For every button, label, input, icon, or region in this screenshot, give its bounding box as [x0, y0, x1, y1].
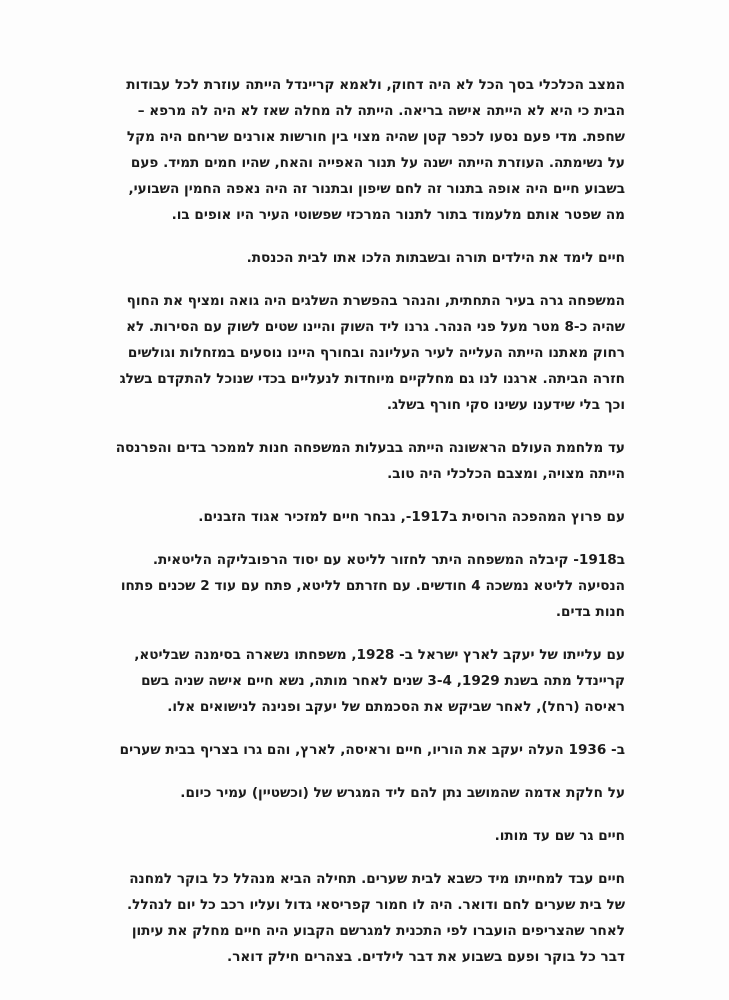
- text-line: הייתה מצויה, ומצבם הכלכלי היה טוב.: [387, 466, 625, 482]
- text-line: עם עלייתו של יעקב לארץ ישראל ב- 1928, משפחתו נשארה בסימנה שבליטא,: [134, 647, 625, 663]
- paragraph: [96, 823, 625, 849]
- paragraph: [96, 435, 625, 487]
- text-line: ב- 1936 העלה יעקב את הוריו, חיים וראיסה, לארץ, והם גרו בצריף בבית שערים: [119, 742, 625, 758]
- text-line: חזרה הביתה. ארגנו לנו גם מחלקיים מיוחדות לנעליים בכדי שנוכל להתקדם בשלג: [119, 371, 625, 387]
- text-line: שחפת. מדי פעם נסעו לכפר קטן שהיה מצוי בין חורשות אורנים שריחם היה מקל: [126, 129, 625, 145]
- text-line: על נשימתה. העוזרת הייתה ישנה על תנור האפייה והאח, שהיו חמים תמיד. פעם: [130, 155, 625, 171]
- paragraph: [96, 72, 625, 228]
- paragraph: [96, 866, 625, 970]
- text-line: ראיסה (רחל), לאחר שביקש את הסכמתם של יעקב ופנינה לנישואים אלו.: [167, 699, 625, 715]
- text-line: על חלקת אדמה שהמושב נתן להם ליד המגרש של (וכשטיין) עמיר כיום.: [180, 785, 625, 801]
- text-line: שהיה כ-8 מטר מעל פני הנהר. גרנו ליד השוק והיינו שטים לשוק עם הסירות. לא: [126, 319, 625, 335]
- text-line: רחוק מאתנו הייתה העלייה לעיר העליונה ובחורף היינו נוסעים במזחלות וגולשים: [127, 345, 625, 361]
- text-line: הנסיעה לליטא נמשכה 4 חודשים. עם חזרתם לליטא, פתח עם עוד 2 שכנים פתחו: [120, 578, 625, 594]
- paragraph: [96, 737, 625, 763]
- paragraph: [96, 642, 625, 720]
- text-line: חיים לימד את הילדים תורה ובשבתות הלכו אתו לבית הכנסת.: [246, 250, 625, 266]
- text-line: לאחר שהצריפים הועברו לפי התכנית למגרשם הקבוע היה חיים מחלק את עיתון: [131, 923, 625, 939]
- text-line: המשפחה גרה בעיר התחתית, והנהר בהפשרת השלגים היה גואה ומציף את החוף: [126, 293, 625, 309]
- text-line: בשבוע חיים היה אופה בתנור זה לחם שיפון ובתנור זה היה נאפה החמין השבועי,: [128, 181, 625, 197]
- text-line: ב1918- קיבלה המשפחה היתר לחזור לליטא עם יסוד הרפובליקה הליטאית.: [152, 552, 625, 568]
- text-line: דבר כל בוקר ופעם בשבוע את דבר לילדים. בצהרים חילק דואר.: [227, 949, 625, 965]
- text-line: המצב הכלכלי בסך הכל לא היה דחוק, ולאמא קריינדל הייתה עוזרת לכל עבודות: [126, 77, 625, 93]
- paragraph: [96, 245, 625, 271]
- text-line: של בית שערים לחם ודואר. היה לו חמור קפריסאי גדול ועליו רכב כל יום לנהלל.: [127, 897, 625, 913]
- paragraph: [96, 780, 625, 806]
- document-body: [96, 72, 625, 987]
- paragraph: [96, 504, 625, 530]
- text-line: וכך בלי שידענו עשינו סקי חורף בשלג.: [386, 397, 625, 413]
- text-line: חנות בדים.: [555, 604, 625, 620]
- text-line: עד מלחמת העולם הראשונה הייתה בבעלות המשפחה חנות לממכר בדים והפרנסה: [115, 440, 625, 456]
- paragraph: [96, 547, 625, 625]
- text-line: מה שפטר אותם מלעמוד בתור לתנור המרכזי שפשוטי העיר היו אופים בו.: [171, 207, 625, 223]
- text-line: חיים גר שם עד מותו.: [494, 828, 625, 844]
- text-line: עם פרוץ המהפכה הרוסית ב1917-, נבחר חיים למזכיר אגוד הזבנים.: [198, 509, 625, 525]
- text-line: קריינדל מתה בשנת 1929, 3-4 שנים לאחר מותה, נשא חיים אישה שניה בשם: [141, 673, 625, 689]
- paragraph: [96, 288, 625, 418]
- text-line: הבית כי היא לא הייתה אישה בריאה. הייתה לה מחלה שאז לא היה לה מרפא –: [137, 103, 625, 119]
- text-line: חיים עבד למחייתו מיד כשבא לבית שערים. תחילה הביא מנהלל כל בוקר למחנה: [129, 871, 625, 887]
